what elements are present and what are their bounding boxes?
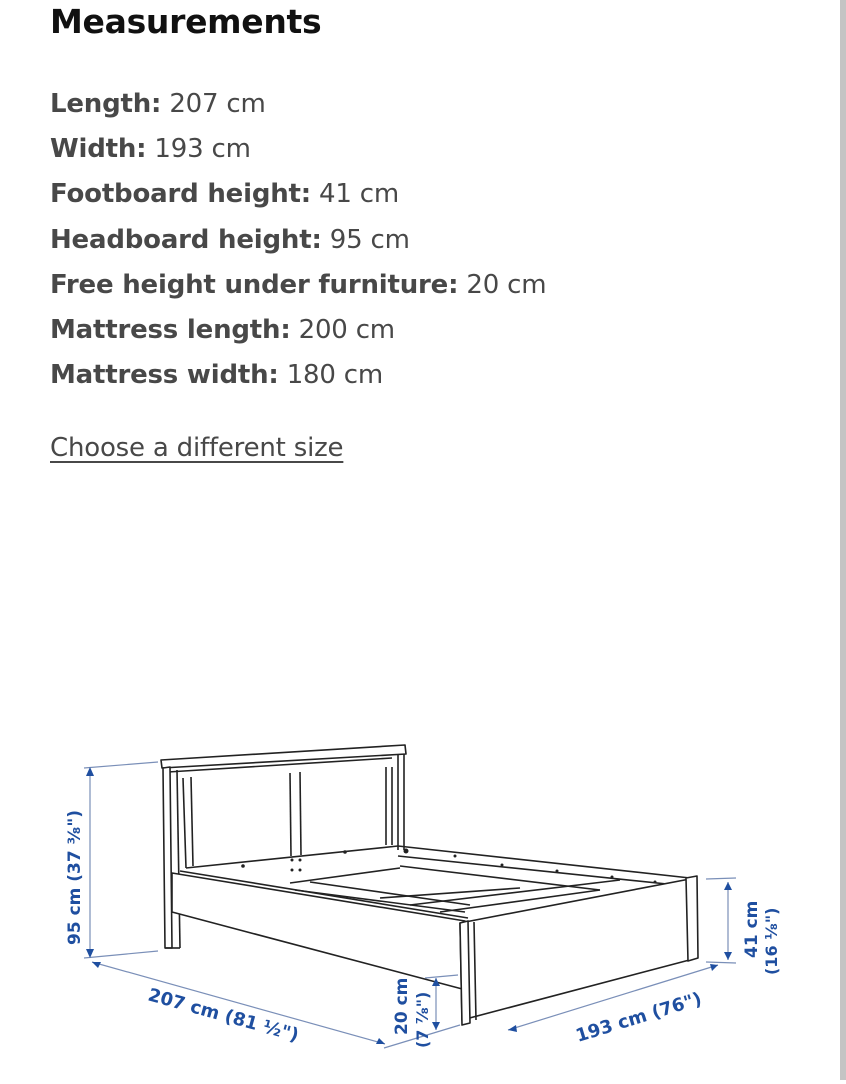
- bed-drawing: [0, 700, 840, 1080]
- footboard-height-dimension-in: (16 ¹⁄₈"): [762, 907, 781, 975]
- spec-value: 180 cm: [278, 360, 384, 391]
- spec-value: 207 cm: [161, 89, 266, 119]
- spec-length: [50, 82, 546, 127]
- spec-label: Mattress width:: [50, 360, 279, 391]
- spec-value: 95 cm: [321, 224, 410, 255]
- length-dimension: 207 cm (81 ½"): [145, 984, 301, 1047]
- choose-different-size-link[interactable]: Choose a different size: [50, 433, 344, 463]
- measurements-list: [50, 82, 546, 398]
- spec-free-height: [50, 263, 546, 308]
- spec-label: Footboard height:: [50, 179, 311, 210]
- bed-dimension-diagram: [0, 700, 840, 1080]
- spec-footboard-height: [50, 172, 546, 217]
- width-dimension: 193 cm (76"): [573, 988, 705, 1047]
- bolt-dots: [241, 849, 656, 884]
- free-height-dimension-in: (7 ⁷⁄₈"): [413, 991, 432, 1048]
- spec-label: Mattress length:: [50, 314, 291, 345]
- spec-value: 200 cm: [290, 314, 395, 345]
- spec-label: Free height under furniture:: [50, 269, 459, 300]
- spec-mattress-width: [50, 353, 546, 398]
- free-height-dimension-cm: 20 cm: [392, 977, 412, 1035]
- spec-label: Width:: [50, 134, 147, 165]
- footboard-height-dimension-cm: 41 cm: [742, 900, 762, 958]
- vertical-scrollbar[interactable]: [840, 0, 846, 1080]
- spec-value: 20 cm: [458, 269, 547, 300]
- spec-label: Length:: [50, 89, 162, 119]
- spec-headboard-height: [50, 218, 546, 263]
- headboard-height-dimension: 95 cm (37 ³⁄₈"): [65, 810, 85, 945]
- spec-value: 41 cm: [310, 179, 400, 210]
- spec-label: Headboard height:: [50, 224, 322, 255]
- bed-outline: [161, 745, 698, 1025]
- page-title: Measurements: [50, 2, 322, 41]
- spec-value: 193 cm: [146, 134, 251, 165]
- spec-mattress-length: [50, 308, 546, 353]
- spec-width: [50, 127, 546, 172]
